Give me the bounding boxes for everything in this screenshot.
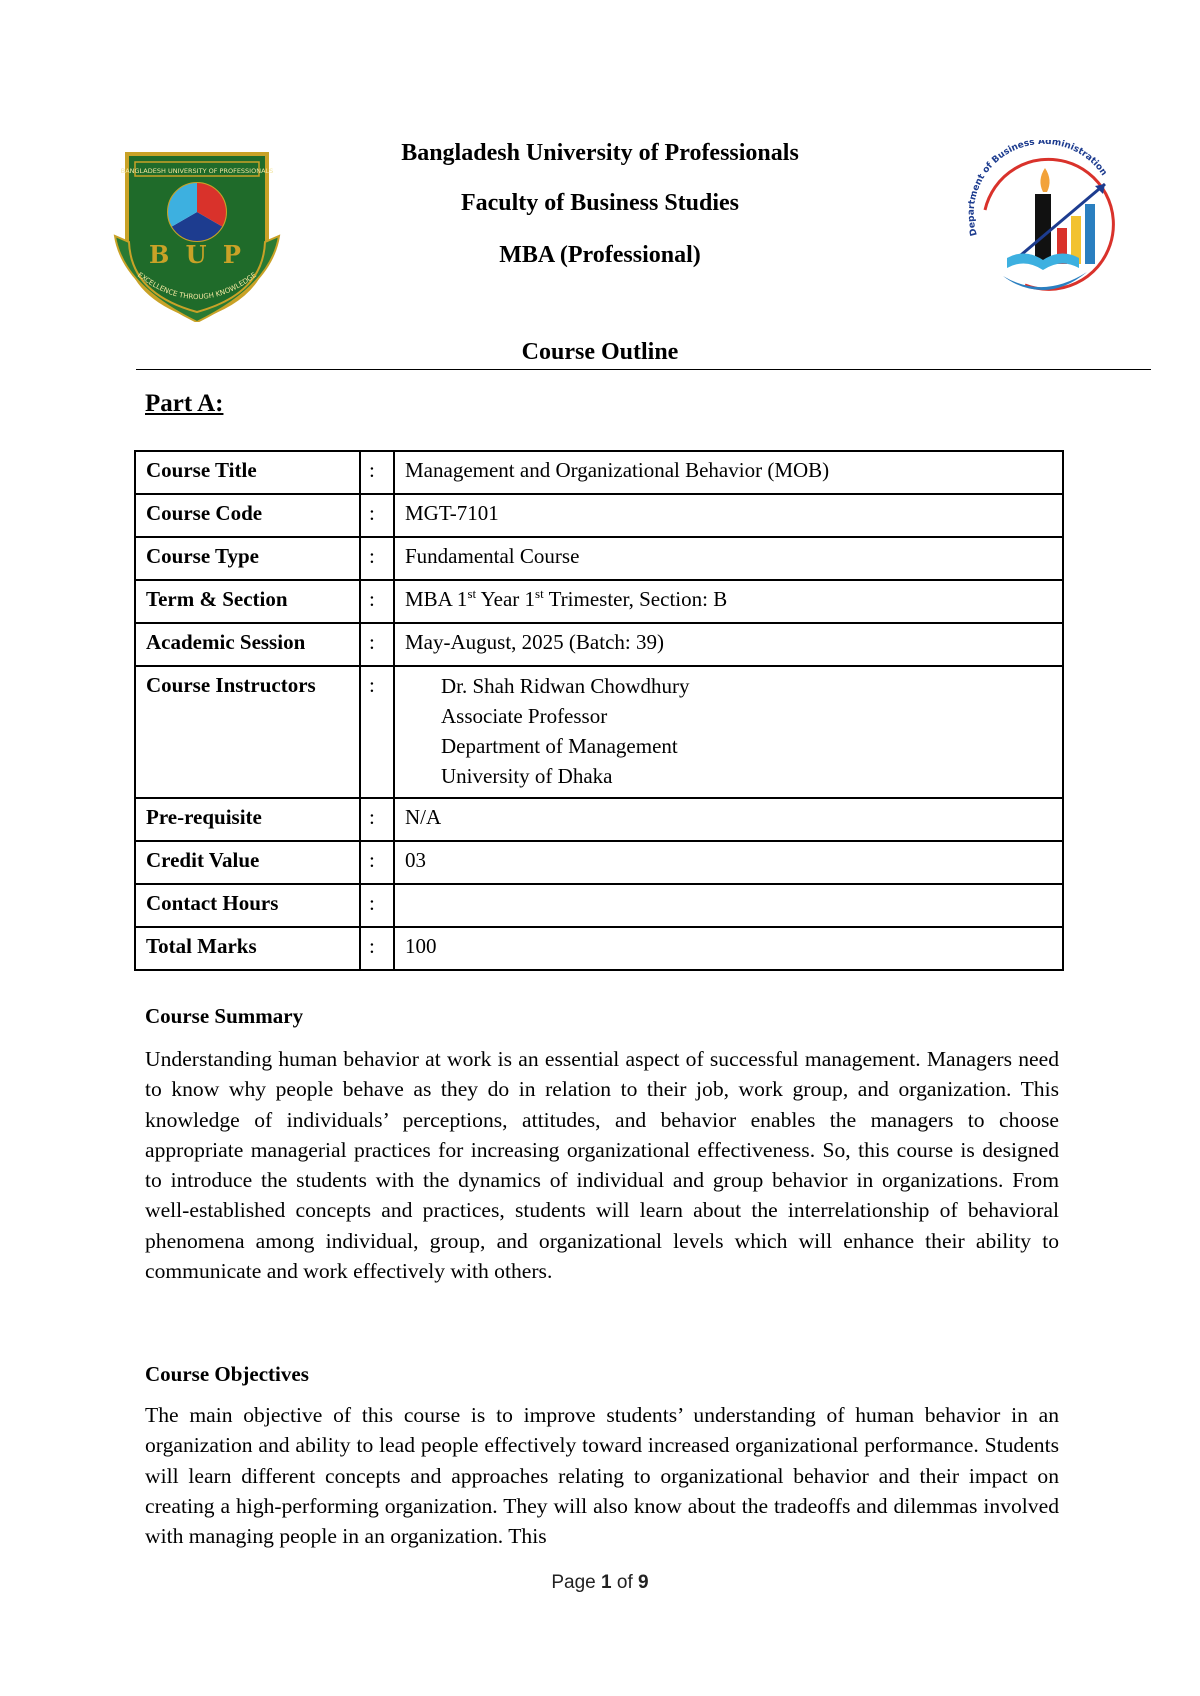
row-value: May-August, 2025 (Batch: 39) — [394, 623, 1063, 666]
page-title: Course Outline — [521, 339, 679, 365]
row-value: MGT-7101 — [394, 494, 1063, 537]
footer-total-pages: 9 — [638, 1572, 649, 1593]
title-divider — [136, 369, 1151, 370]
row-colon: : — [360, 494, 394, 537]
seal-top-text: BANGLADESH UNIVERSITY OF PROFESSIONALS — [120, 167, 274, 175]
row-label: Course Instructors — [135, 666, 360, 798]
row-label: Course Type — [135, 537, 360, 580]
row-label: Term & Section — [135, 580, 360, 623]
table-row — [135, 884, 1063, 927]
footer-page-number: 1 — [601, 1572, 612, 1593]
course-info-table — [134, 450, 1064, 971]
footer-of-word: of — [616, 1572, 633, 1593]
term-suffix: Trimester, Section: B — [543, 587, 728, 611]
row-colon: : — [360, 580, 394, 623]
faculty-name: Faculty of Business Studies — [460, 190, 740, 216]
table-row — [135, 537, 1063, 580]
row-label: Total Marks — [135, 927, 360, 970]
row-label: Credit Value — [135, 841, 360, 884]
term-mid: Year 1 — [476, 587, 536, 611]
table-row — [135, 580, 1063, 623]
row-colon: : — [360, 666, 394, 798]
row-colon: : — [360, 451, 394, 494]
row-value — [394, 580, 1063, 623]
dept-logo-arc-text: Department of Business Administration — [966, 140, 1109, 237]
course-summary-heading: Course Summary — [145, 1004, 304, 1028]
term-sup-1: st — [467, 586, 477, 601]
row-value — [394, 884, 1063, 927]
term-sup-2: st — [535, 586, 544, 601]
table-row — [135, 451, 1063, 494]
bup-seal-logo — [113, 146, 281, 322]
row-value: Management and Organizational Behavior (MOB) — [394, 451, 1063, 494]
course-objectives-text: The main objective of this course is to improve students’ understanding of human behavior in an organization and ability to lead people effectively toward increased organizational performance. Students will learn different concepts and approaches relating to organizational behavior and their impact on creating a high-performing organization. They will also know about the tradeoffs and dilemmas involved with managing people in an organization. This — [145, 1403, 1059, 1549]
page-footer — [0, 1572, 1200, 1594]
row-label: Course Title — [135, 451, 360, 494]
course-objectives-heading: Course Objectives — [145, 1362, 309, 1386]
row-colon: : — [360, 927, 394, 970]
row-value: Fundamental Course — [394, 537, 1063, 580]
instructor-name: Dr. Shah Ridwan Chowdhury — [441, 674, 690, 698]
row-label: Contact Hours — [135, 884, 360, 927]
seal-motto-text: EXCELLENCE THROUGH KNOWLEDGE — [135, 270, 259, 302]
part-a-heading: Part A: — [145, 390, 224, 417]
table-row — [135, 798, 1063, 841]
row-colon: : — [360, 798, 394, 841]
instructor-university: University of Dhaka — [441, 764, 613, 788]
row-colon: : — [360, 537, 394, 580]
row-value: 100 — [394, 927, 1063, 970]
row-value: N/A — [394, 798, 1063, 841]
seal-bup-text: B U P — [149, 240, 245, 269]
instructor-title: Associate Professor — [441, 704, 608, 728]
row-label: Course Code — [135, 494, 360, 537]
term-prefix: MBA 1 — [405, 587, 468, 611]
table-row — [135, 927, 1063, 970]
row-value: 03 — [394, 841, 1063, 884]
row-colon: : — [360, 623, 394, 666]
university-name: Bangladesh University of Professionals — [401, 140, 799, 166]
instructor-department: Department of Management — [441, 734, 678, 758]
table-row — [135, 666, 1063, 798]
course-summary-text: Understanding human behavior at work is an essential aspect of successful management. Managers need to know why people behave as they do in relation to their job, work group, and organization. This knowledge of individuals’ perceptions, attitudes, and behavior enables the managers to choose appropriate managerial practices for increasing organizational effectiveness. So, this course is designed to introduce the students with the dynamics of individual and group behavior in organizations. From well-established concepts and practices, students will learn about the interrelationship of behavioral phenomena among individual, group, and organizational levels which will enhance their ability to communicate and work effectively with others. — [145, 1047, 1059, 1284]
table-row — [135, 841, 1063, 884]
footer-page-word: Page — [551, 1572, 596, 1593]
row-colon: : — [360, 884, 394, 927]
row-label: Academic Session — [135, 623, 360, 666]
program-name: MBA (Professional) — [499, 242, 701, 268]
row-colon: : — [360, 841, 394, 884]
row-label: Pre-requisite — [135, 798, 360, 841]
row-value — [394, 666, 1063, 798]
table-row — [135, 623, 1063, 666]
table-row — [135, 494, 1063, 537]
